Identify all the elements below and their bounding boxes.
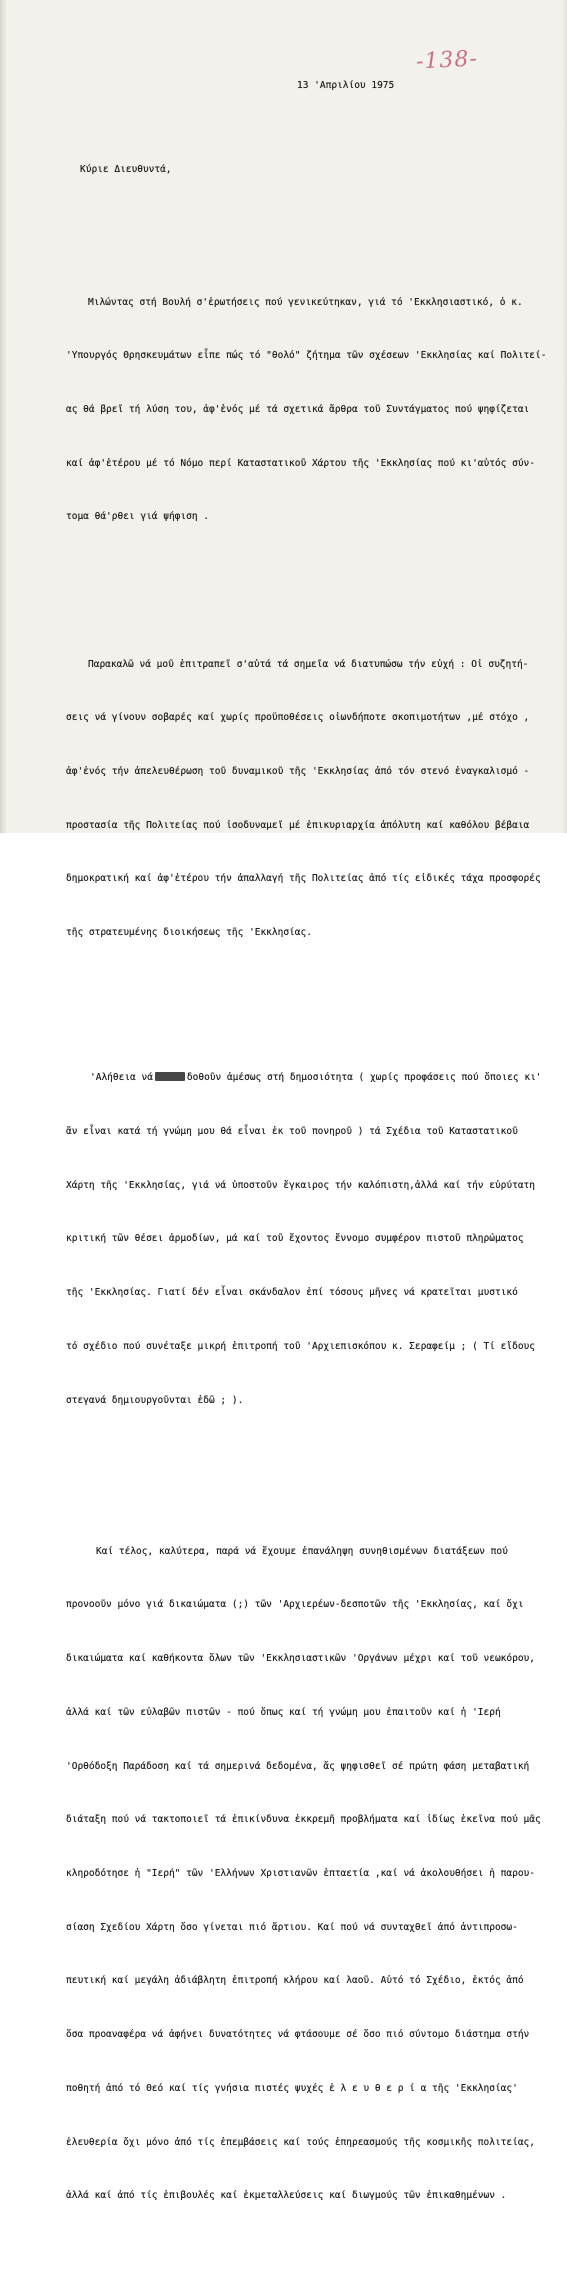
line-text-before-strikeout: 'Αλήθεια νά: [90, 1072, 153, 1084]
letter-line: τῆς στρατευμένης διοικήσεως τῆς 'Εκκλησίας.: [66, 927, 312, 939]
letter-line: ἀφ'ἑνός τήν ἀπελευθέρωση τοῦ δυναμικοῦ τῆς 'Εκκλησίας ἀπό τόν στενό ἐναγκαλισμό -: [66, 765, 530, 777]
letter-line: ποθητή ἀπό τό Θεό καί τίς γνήσια πιστές ψυχές ἐ λ ε υ θ ε ρ ί α τῆς 'Εκκλησίας': [66, 2082, 518, 2094]
letter-line: ἀλλά καί ἀπό τίς ἐπιβουλές καί ἐκμεταλλεύσεις καί διωγμούς τῶν ἐπικαθημένων .: [66, 2190, 507, 2202]
letter-line: Παρακαλῶ νά μοῦ ἐπιτραπεῖ σ'αὐτά τά σημεῖα νά διατυπώσω τήν εὐχή : Οἱ συζητή-: [88, 658, 529, 670]
salutation: Κύριε Διευθυντά,: [80, 164, 172, 175]
paragraph-3: [66, 1034, 561, 1446]
letter-line: στεγανά δημιουργοῦνται ἐδῶ ; ).: [66, 1394, 244, 1406]
handwritten-folio-number: -138-: [415, 46, 479, 75]
letter-body: [66, 204, 561, 2295]
letter-line: δικαιώματα καί καθήκοντα ὅλων τῶν 'Εκκλησιαστικῶν 'Οργάνων μέχρι καί τοῦ νεωκόρου,: [66, 1653, 535, 1665]
letter-line: Χάρτη τῆς 'Εκκλησίας, γιά νά ὑποστοῦν ἔγκαιρος τήν καλόπιστη,ἀλλά καί τήν εὐρύτατη: [66, 1179, 535, 1191]
letter-line: προνοοῦν μόνο γιά δικαιώματα (;) τῶν 'Αρχιερέων-δεσποτῶν τῆς 'Εκκλησίας, καί ὄχι: [66, 1599, 524, 1611]
paragraph-2: [66, 620, 561, 978]
letter-line: πευτική καί μεγάλη ἀδιάβλητη ἐπιτροπή κλήρου καί λαοῦ. Αὐτό τό Σχέδιο, ἐκτός ἀπό: [66, 1975, 524, 1987]
letter-line: ἀλλά καί τῶν εὐλαβῶν πιστῶν - πού ὅπως καί τή γνώμη μου ἐπαιτοῦν καί ἡ 'Ιερή: [66, 1706, 501, 1718]
letter-line: ἄν εἶναι κατά τή γνώμη μου θά εἶναι ἐκ τοῦ πονηροῦ ) τά Σχέδια τοῦ Καταστατικοῦ: [66, 1126, 518, 1138]
letter-line: 'Υπουργός Θρησκευμάτων εἶπε πώς τό "θολό" ζήτημα τῶν σχέσεων 'Εκκλησίας καί Πολιτεί-: [66, 350, 547, 362]
letter-line: Μιλώντας στή Βουλή σ'ἐρωτήσεις πού γενικεύτηκαν, γιά τό 'Εκκλησιαστικό, ὁ κ.: [88, 296, 523, 308]
letter-line: [66, 1069, 561, 1087]
letter-line: ἐλευθερία ὄχι μόνο ἀπό τίς ἐπεμβάσεις καί τούς ἐπηρεασμούς τῆς κοσμικῆς πολιτείας,: [66, 2136, 535, 2148]
letter-line: τῆς 'Εκκλησίας. Γιατί δέν εἶναι σκάνδαλον ἐπί τόσους μῆνες νά κρατεῖται μυστικό: [66, 1287, 518, 1299]
letter-line: προστασία τῆς Πολιτείας πού ἰσοδυναμεῖ μέ ἐπικυριαρχία ἀπόλυτη καί καθόλου βέβαια: [66, 819, 530, 831]
letter-line: κριτική τῶν θέσει ἁρμοδίων, μά καί τοῦ ἔχοντος ἔννομο συμφέρον πιστοῦ πληρώματος: [66, 1233, 524, 1245]
paragraph-4: [66, 1507, 561, 2241]
letter-line: ας θά βρεῖ τή λύση του, ἀφ'ἑνός μέ τά σχετικά ἄρθρα τοῦ Συντάγματος πού ψηφίζεται: [66, 403, 530, 415]
letter-line: σίαση Σχεδίου Χάρτη ὅσο γίνεται πιό ἄρτιου. Καί πού νά συνταχθεῖ ἀπό ἀντιπροσω-: [66, 1921, 518, 1933]
struck-out-word: [155, 1072, 185, 1081]
line-text-after-strikeout: δοθοῦν ἀμέσως στή δημοσιότητα ( χωρίς προφάσεις πού ὅποιες κι': [186, 1072, 542, 1084]
letter-line: δημοκρατική καί ἀφ'ἑτέρου τήν ἀπαλλαγή τῆς Πολιτείας ἀπό τίς εἰδικές τάχα προσφορές: [66, 873, 541, 885]
letter-line: καί ἀφ'ἑτέρου μέ τό Νόμο περί Καταστατικοῦ Χάρτου τῆς 'Εκκλησίας πού κι'αὐτός σύν-: [66, 457, 535, 469]
letter-line: σεις νά γίνουν σοβαρές καί χωρίς προϋποθέσεις οἱωνδήποτε σκοπιμοτήτων ,μέ στόχο ,: [66, 712, 530, 724]
paragraph-1: [66, 258, 561, 562]
letter-line: διάταξη πού νά τακτοποιεῖ τά ἐπικίνδυνα ἐκκρεμῆ προβλήματα καί ἰδίως ἐκεῖνα πού μᾶς: [66, 1814, 541, 1826]
letter-line: ὅσα προαναφέρα νά ἀφήνει δυνατότητες νά φτάσουμε σέ ὅσο πιό σύντομο διάστημα στήν: [66, 2029, 530, 2041]
letter-line: τομα θά'ρθει γιά ψήφιση .: [66, 511, 209, 523]
letter-line: 'Ορθόδοξη Παράδοση καί τά σημερινά δεδομένα, ἄς ψηφισθεῖ σέ πρώτη φάση μεταβατική: [66, 1760, 530, 1772]
letter-date: 13 'Απριλίου 1975: [297, 80, 395, 91]
letter-line: κληροδότησε ἡ "Ιερή" τῶν 'Ελλήνων Χριστιανῶν ἐπταετία ,καί νά ἀκολουθήσει ἡ παρου-: [66, 1868, 535, 1879]
letter-line: Καί τέλος, καλύτερα, παρά νά ἔχουμε ἐπανάληψη συνηθισμένων διατάξεων πού: [96, 1545, 508, 1557]
letter-line: τό σχέδιο πού συνέταξε μικρή ἐπιτροπή τοῦ 'Αρχιεπισκόπου κ. Σεραφείμ ; ( Τί εἴδους: [66, 1340, 535, 1352]
